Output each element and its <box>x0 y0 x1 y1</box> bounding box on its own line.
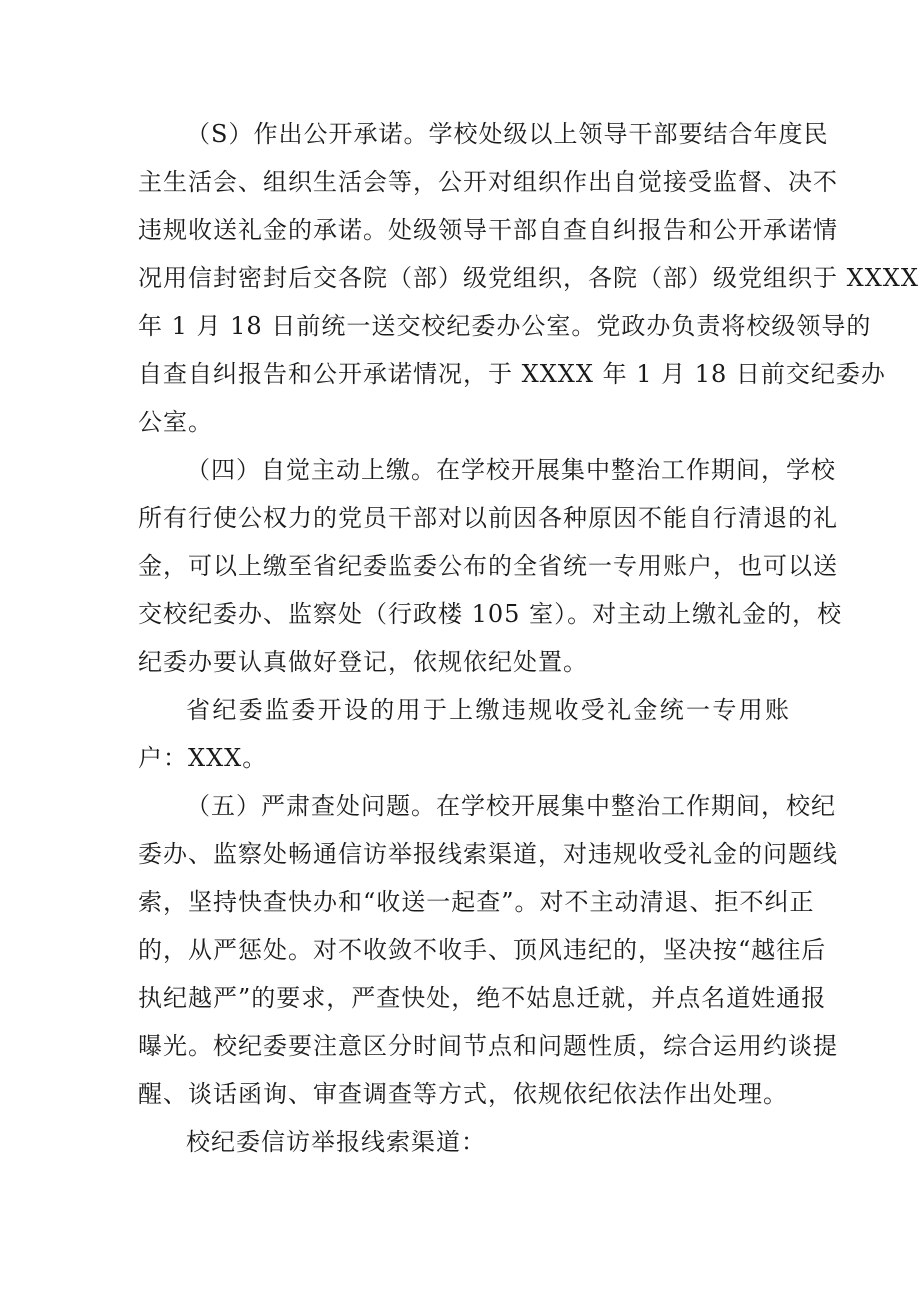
paragraph-account-line-1: 省纪委监委开设的用于上缴违规收受礼金统一专用账 <box>186 696 790 724</box>
paragraph-submission-line-2: 所有行使公权力的党员干部对以前因各种原因不能自行清退的礼 <box>138 504 838 532</box>
paragraph-investigation-line-1: （五）严肃查处问题。在学校开展集中整治工作期间，校纪 <box>186 792 836 820</box>
paragraph-investigation-line-5: 执纪越严”的要求，严查快处，绝不姑息迁就，并点名道姓通报 <box>138 984 827 1012</box>
paragraph-commitment-line-4: 况用信封密封后交各院（部）级党组织，各院（部）级党组织于 XXXX <box>138 264 919 292</box>
paragraph-commitment-line-3: 违规收送礼金的承诺。处级领导干部自查自纠报告和公开承诺情 <box>138 216 838 244</box>
paragraph-investigation-line-3: 索，坚持快查快办和“收送一起查”。对不主动清退、拒不纠正 <box>138 888 815 916</box>
paragraph-account-line-2: 户：XXX。 <box>138 744 268 772</box>
paragraph-channels-line-1: 校纪委信访举报线索渠道： <box>186 1128 486 1156</box>
paragraph-submission-line-5: 纪委办要认真做好登记，依规依纪处置。 <box>138 648 588 676</box>
paragraph-investigation-line-4: 的，从严惩处。对不收敛不收手、顶风违纪的，坚决按“越往后 <box>138 936 827 964</box>
paragraph-commitment-line-6: 自查自纠报告和公开承诺情况，于 XXXX 年 1 月 18 日前交纪委办 <box>138 360 886 388</box>
paragraph-investigation-line-7: 醒、谈话函询、审查调查等方式，依规依纪依法作出处理。 <box>138 1080 788 1108</box>
paragraph-submission-line-1: （四）自觉主动上缴。在学校开展集中整治工作期间，学校 <box>186 456 836 484</box>
paragraph-submission-line-3: 金，可以上缴至省纪委监委公布的全省统一专用账户，也可以送 <box>138 552 838 580</box>
paragraph-investigation-line-2: 委办、监察处畅通信访举报线索渠道，对违规收受礼金的问题线 <box>138 840 838 868</box>
paragraph-investigation-line-6: 曝光。校纪委要注意区分时间节点和问题性质，综合运用约谈提 <box>138 1032 838 1060</box>
paragraph-commitment-line-2: 主生活会、组织生活会等，公开对组织作出自觉接受监督、决不 <box>138 168 838 196</box>
paragraph-commitment-line-5: 年 1 月 18 日前统一送交校纪委办公室。党政办负责将校级领导的 <box>138 312 872 340</box>
paragraph-commitment-line-1: （S）作出公开承诺。学校处级以上领导干部要结合年度民 <box>186 120 829 148</box>
paragraph-submission-line-4: 交校纪委办、监察处（行政楼 105 室）。对主动上缴礼金的，校 <box>138 600 843 628</box>
paragraph-commitment-line-7: 公室。 <box>138 408 213 436</box>
